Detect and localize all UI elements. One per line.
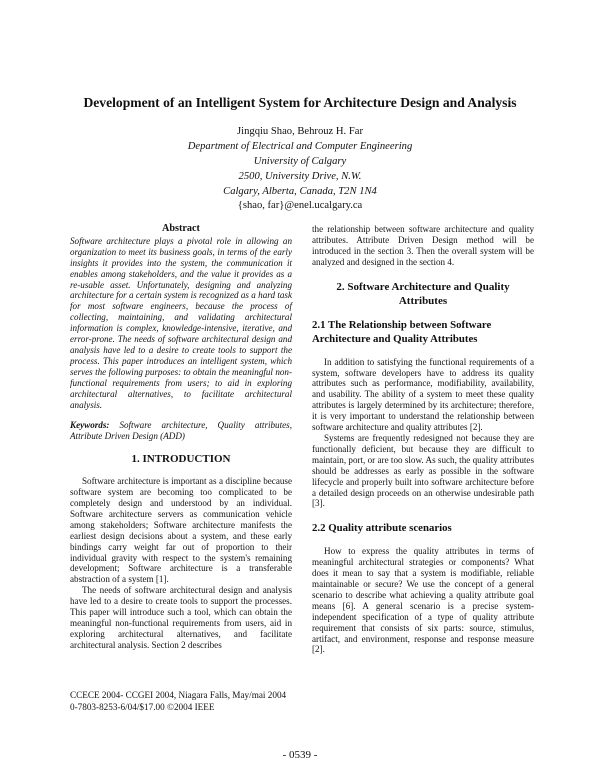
paper-title: Development of an Intelligent System for Architecture Design and Analysis xyxy=(83,95,517,110)
footer-copyright: 0-7803-8253-6/04/$17.00 ©2004 IEEE xyxy=(70,701,215,712)
keywords-label: Keywords: xyxy=(70,420,110,431)
section2-paragraph-2: Systems are frequently redesigned not because they are functionally deficient, but because they are difficult to maintain, port, or are too slow. As such, the quality attributes should be addresses as early as possible in the software lifecycle and properly built into software architecture before a detailed design proceeds on an otherwise undesirable path [3]. xyxy=(312,432,534,509)
right-column xyxy=(312,224,534,655)
keywords xyxy=(70,420,292,442)
intro-heading: 1. INTRODUCTION xyxy=(131,453,231,466)
keywords-text: Software architecture, Quality attributes, Attribute Driven Design (ADD) xyxy=(70,420,292,442)
section2-2-heading: 2.2 Quality attribute scenarios xyxy=(312,522,452,535)
left-column xyxy=(70,224,292,651)
page-number: - 0539 - xyxy=(282,749,318,761)
affiliation-city: Calgary, Alberta, Canada, T2N 1N4 xyxy=(223,186,377,197)
section2-heading: 2. Software Architecture and Quality Attributes xyxy=(336,280,510,307)
footer xyxy=(70,690,286,713)
abstract-heading: Abstract xyxy=(162,223,200,234)
intro-paragraph-1: Software architecture is important as a discipline because software system are becoming too complicated to be completely design and understood by an individual. Software architecture servers as communication vehicle among stakeholders; Software architecture manifests the earliest design decisions about a system, and these early bindings carry weight far out of proportion to their individual gravity with respect to the system's remaining development; Software architecture is a transferable abstraction of a system [1]. xyxy=(70,476,292,585)
authors: Jingqiu Shao, Behrouz H. Far xyxy=(237,126,363,137)
abstract-text: Software architecture plays a pivotal role in allowing an organization to meet its business goals, in terms of the early insights it provides into the system, the communication it enables among stakeholders, and the value it provides as a re-usable asset. Unfortunately, designing and analyzing architecture for a certain system is recognized as a hard task for most software engineers, because the process of collecting, maintaining, and validating architectural information is complex, knowledge-intensive, iterative, and error-prone. The needs of software architectural design and analysis have led to a desire to create tools to support the process. This paper introduces an intelligent system, which serves the following purposes: to obtain the meaningful non-functional requirements from users; to aid in exploring architectural alternatives, to facilitate architectural analysis. xyxy=(70,235,292,410)
affiliation-dept: Department of Electrical and Computer Engineering xyxy=(187,141,413,152)
intro-paragraph-2: The needs of software architectural design and analysis have led to a desire to create tools to support the processes. This paper will introduce such a tool, which can obtain the meaningful non-functional requirements from users, aid in exploring architectural alternatives, and facilitate architectural analysis. Section 2 describes xyxy=(70,585,292,650)
section2-paragraph-3: How to express the quality attributes in terms of meaningful architectural strategies or components? What does it mean to say that a system is modifiable, reliable maintainable or secure? We use the concept of a general scenario to describe what achieving a quality attribute goal means [6]. A general scenario is a precise system-independent specification of a type of quality attribute requirement that consists of six parts: source, stimulus, artifact, and environment, response and response measure [2]. xyxy=(312,546,534,655)
affiliation-street: 2500, University Drive, N.W. xyxy=(238,171,362,182)
affiliation-university: University of Calgary xyxy=(253,156,347,167)
section2-1-heading: 2.1 The Relationship between Software Architecture and Quality Attributes xyxy=(312,318,492,345)
section2-paragraph-1: In addition to satisfying the functional requirements of a system, software developers have to address its quality attributes such as performance, modifiability, availability, and usability. The ability of a system to meet these quality attributes is largely determined by its architecture; therefore, it is very important to understand the relationship between software architecture and quality attributes [2]. xyxy=(312,356,534,433)
footer-conference: CCECE 2004- CCGEI 2004, Niagara Falls, May/mai 2004 xyxy=(70,690,287,700)
author-email: {shao, far}@enel.ucalgary.ca xyxy=(237,200,363,211)
intro-continuation: the relationship between software architecture and quality attributes. Attribute Driven Design method will be introduced in the section 3. Then the overall system will be analyzed and designed in the section 4. xyxy=(312,224,534,267)
